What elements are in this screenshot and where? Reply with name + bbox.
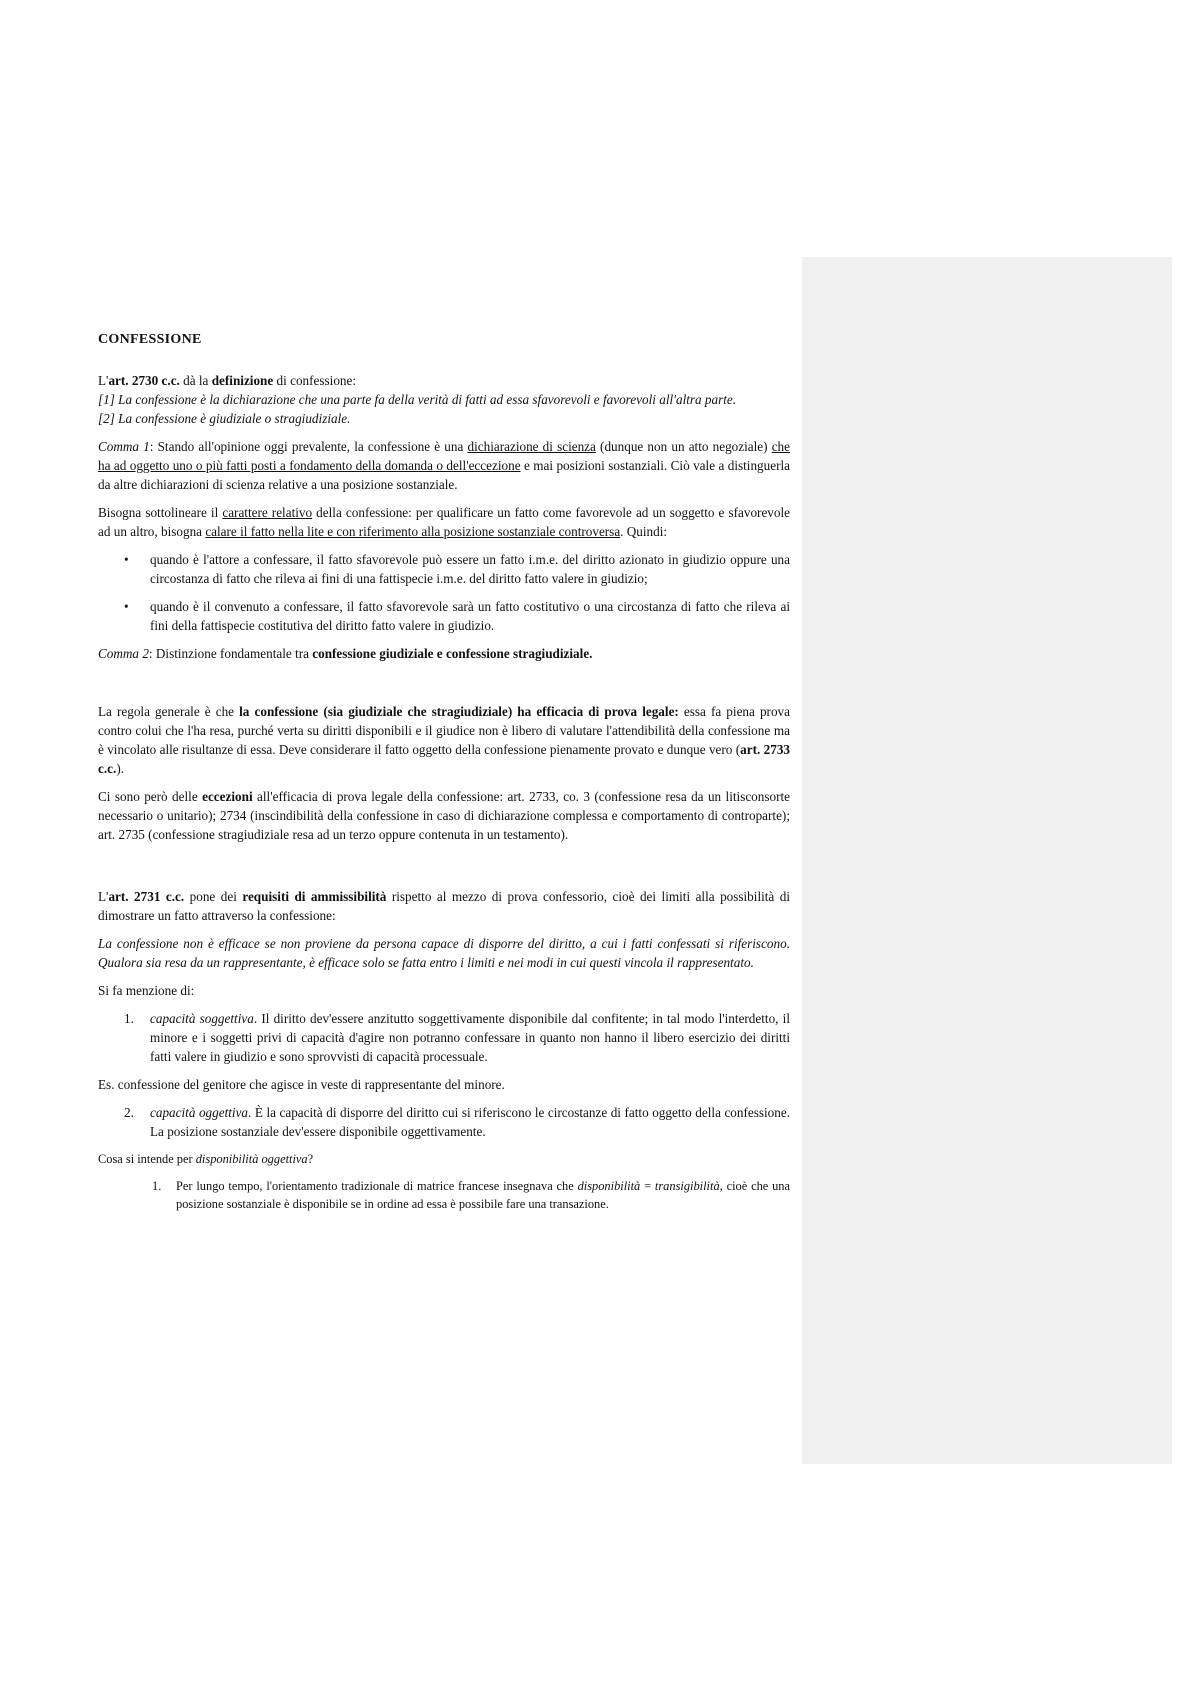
comment-pane (802, 257, 1172, 1464)
list-item: 1. capacità soggettiva. Il diritto dev'essere anzitutto soggettivamente disponibile dal confitente; in tal modo l'interdetto, il minore e i soggetti privi di capacità d'agire non potranno confessare in quanto non hanno il libero esercizio dei diritti fatti valere in giudizio e sono sprovvisti di capacità processuale. (124, 1011, 791, 1064)
eccezioni-paragraph: Ci sono però delle eccezioni all'efficacia di prova legale della confessione: art. 2733, co. 3 (confessione resa da un litisconsorte necessario o unitario); 2734 (inscindibilità della confessione in caso di dichiarazione complessa e comportamento di controparte); art. 2735 (confessione stragiudiziale resa ad un terzo oppure contenuta in un testamento). (98, 789, 791, 842)
sub-numbered-list (98, 1177, 790, 1213)
esempio-line: Es. confessione del genitore che agisce in veste di rappresentante del minore. (98, 1077, 505, 1092)
quote-art2731: La confessione non è efficace se non proviene da persona capace di disporre del diritto, a cui i fatti confessati si riferiscono. Qualora sia resa da un rappresentante, è efficace solo se fatta entro i limiti e nei modi in cui questi vincola il rappresentato. (98, 936, 790, 970)
comma2-paragraph: Comma 2: Distinzione fondamentale tra confessione giudiziale e confessione stragiudiziale. (98, 646, 593, 661)
page-title: CONFESSIONE (98, 332, 202, 347)
relativo-paragraph: Bisogna sottolineare il carattere relativo della confessione: per qualificare un fatto come favorevole ad un soggetto e sfavorevole ad un altro, bisogna calare il fatto nella lite e con riferimento alla posizione sostanziale controversa. Quindi: (98, 505, 790, 539)
menzione-line: Si fa menzione di: (98, 983, 195, 998)
quote-comma-2: [2] La confessione è giudiziale o stragiudiziale. (98, 411, 351, 426)
list-item: 1. Per lungo tempo, l'orientamento tradizionale di matrice francese insegnava che disponibilità = transigibilità, cioè che una posizione sostanziale è disponibile se in ordine ad essa è possibile fare una transazione. (152, 1179, 790, 1211)
art2731-paragraph: L'art. 2731 c.c. pone dei requisiti di ammissibilità rispetto al mezzo di prova confessorio, cioè dei limiti alla possibilità di dimostrare un fatto attraverso la confessione: (98, 889, 791, 923)
list-item: • quando è l'attore a confessare, il fatto sfavorevole può essere un fatto i.m.e. del diritto azionato in giudizio oppure una circostanza di fatto che rileva ai fini di una fattispecie i.m.e. del diritto fatto valere in giudizio; (150, 550, 790, 588)
domanda-line: Cosa si intende per disponibilità oggettiva? (98, 1152, 314, 1166)
quote-comma-1: [1] La confessione è la dichiarazione che una parte fa della verità di fatti ad essa sfavorevoli e favorevoli all'altra parte. (98, 392, 737, 407)
numbered-list (98, 1103, 790, 1141)
spacer (98, 853, 790, 887)
bullet-list (98, 550, 790, 635)
regola-paragraph: La regola generale è che la confessione (sia giudiziale che stragiudiziale) ha efficacia di prova legale: essa fa piena prova contro colui che l'ha resa, purché verta su diritti disponibili e il giudice non è libero di valutare l'attendibilità della confessione ma è vincolato alle risultanze di essa. Deve considerare il fatto oggetto della confessione pienamente provato e dunque vero (art. 2733 c.c.). (98, 704, 791, 776)
spacer (98, 672, 790, 702)
list-item: • quando è il convenuto a confessare, il fatto sfavorevole sarà un fatto costitutivo o una circostanza di fatto che rileva ai fini della fattispecie costitutiva del diritto fatto valere in giudizio. (150, 597, 790, 635)
intro-paragraph: L'art. 2730 c.c. dà la definizione di confessione: (98, 373, 357, 388)
document-page (98, 330, 790, 1213)
comma1-paragraph: Comma 1: Stando all'opinione oggi prevalente, la confessione è una dichiarazione di scienza (dunque non un atto negoziale) che ha ad oggetto uno o più fatti posti a fondamento della domanda o dell'eccezione e mai posizioni sostanziali. Ciò vale a distinguerla da altre dichiarazioni di scienza relative a una posizione sostanziale. (98, 439, 791, 492)
numbered-list (98, 1009, 790, 1066)
list-item: 2. capacità oggettiva. È la capacità di disporre del diritto cui si riferiscono le circostanze di fatto oggetto della confessione. La posizione sostanziale dev'essere disponibile oggettivamente. (124, 1105, 791, 1139)
